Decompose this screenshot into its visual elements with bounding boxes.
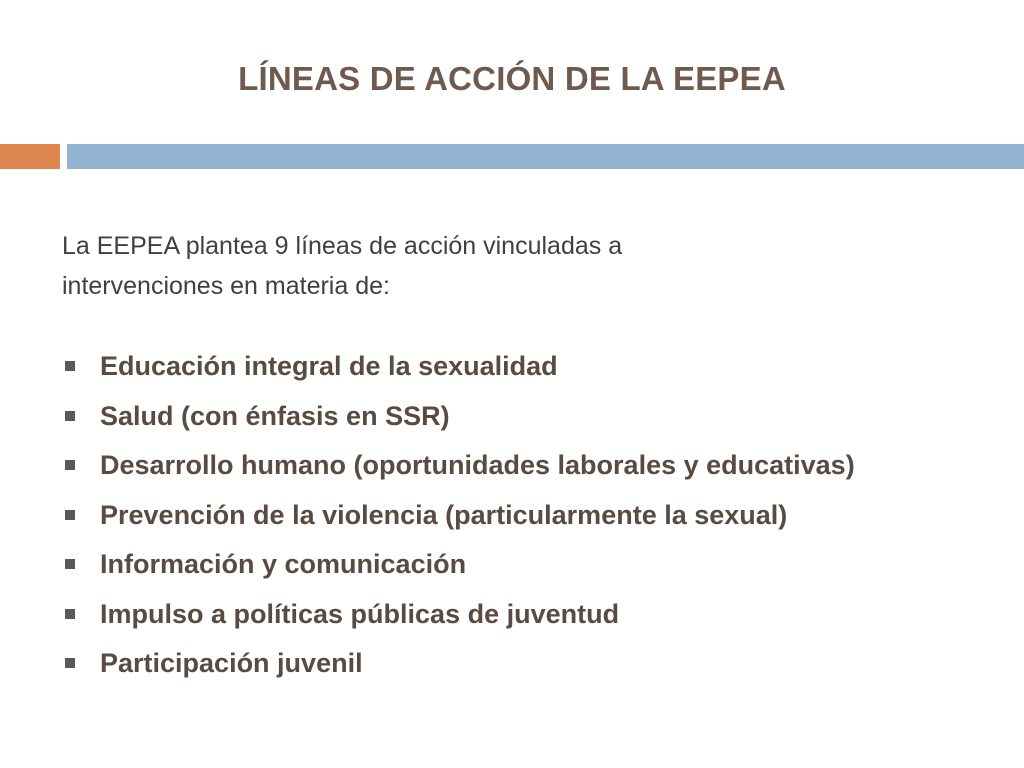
accent-bar <box>0 144 60 169</box>
list-item <box>62 494 1002 544</box>
intro-text <box>62 226 782 306</box>
list-item-text: Información y comunicación <box>100 549 467 579</box>
title-divider-bar <box>67 144 1024 169</box>
slide-title: LÍNEAS DE ACCIÓN DE LA EEPEA <box>238 60 786 97</box>
list-item <box>62 395 1002 445</box>
list-item-text: Impulso a políticas públicas de juventud <box>100 598 620 629</box>
list-item-text: Desarrollo humano (oportunidades laborales y educativas) <box>100 450 855 480</box>
action-lines-list <box>62 345 1002 692</box>
list-item-text: Educación integral de la sexualidad <box>100 351 558 381</box>
list-item-text: Salud (con énfasis en SSR) <box>100 400 450 431</box>
square-bullet-icon <box>65 559 75 569</box>
intro-line-1: La EEPEA plantea 9 líneas de acción vinculadas a <box>62 232 623 260</box>
list-item <box>62 642 1002 692</box>
square-bullet-icon <box>65 361 75 371</box>
list-item <box>62 543 1002 593</box>
square-bullet-icon <box>65 411 75 421</box>
square-bullet-icon <box>65 510 75 520</box>
list-item-text: Participación juvenil <box>100 648 363 678</box>
square-bullet-icon <box>65 609 75 619</box>
list-item <box>62 593 1002 643</box>
intro-line-2: intervenciones en materia de: <box>62 272 390 300</box>
list-item-text: Prevención de la violencia (particularmente la sexual) <box>100 499 788 530</box>
square-bullet-icon <box>65 658 75 668</box>
square-bullet-icon <box>65 460 75 470</box>
list-item <box>62 345 1002 395</box>
list-item <box>62 444 1002 494</box>
